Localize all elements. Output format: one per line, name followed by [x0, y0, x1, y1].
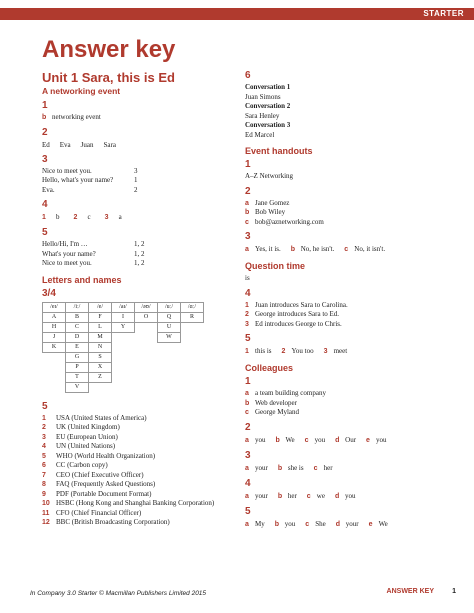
table-row — [43, 382, 204, 392]
list-item — [42, 433, 232, 443]
answer-letter: b — [277, 492, 283, 500]
item-number: 1 — [245, 301, 249, 309]
exercise-number: 5 — [42, 227, 48, 238]
answer-text: Jane Gomez — [255, 198, 290, 207]
answer-text: b — [56, 213, 60, 221]
answer-value: 1 — [134, 176, 138, 184]
list-item — [42, 414, 232, 424]
section-heading: Letters and names — [42, 274, 122, 285]
answer-letter: a — [245, 199, 249, 207]
table-cell: /əʊ/ — [135, 302, 158, 312]
answer-text: her — [287, 491, 297, 500]
answer-text: her — [323, 463, 333, 472]
table-cell-empty — [181, 372, 204, 382]
answer-letter: c — [245, 409, 249, 416]
item-number: 2 — [281, 348, 286, 355]
table-cell-empty — [135, 332, 158, 342]
answer-text: a — [118, 213, 122, 221]
answer-line — [245, 310, 460, 320]
answer-text: c — [87, 213, 91, 221]
answer-letter: a — [245, 492, 249, 500]
answer-letter: b — [275, 436, 280, 444]
answer-letter: c — [304, 436, 309, 444]
answer-item — [245, 519, 265, 530]
answer-text: a team building company — [255, 389, 326, 397]
item-number: 4 — [42, 443, 46, 450]
name-item: Eva — [59, 140, 71, 149]
item-number: 11 — [42, 509, 50, 517]
answer-text: CEO (Chief Executive Officer) — [56, 470, 144, 479]
answer-text: You too — [291, 347, 314, 355]
answer-text: UN (United Nations) — [56, 442, 116, 450]
conversation-label: Conversation 1 — [245, 83, 291, 91]
answer-item — [369, 519, 388, 530]
answer-text: this is — [255, 347, 272, 355]
table-cell: J — [43, 332, 66, 342]
table-cell-empty — [135, 342, 158, 352]
answer-letter: a — [245, 246, 249, 253]
answer-text: networking event — [52, 113, 101, 121]
name-item: Juan — [80, 140, 94, 149]
page-title: Answer key — [42, 36, 176, 63]
answer-letter: c — [305, 520, 310, 528]
table-cell: Y — [112, 322, 135, 332]
answer-text: Bob Wiley — [255, 208, 286, 216]
table-cell-empty — [112, 362, 135, 372]
table-row — [43, 312, 204, 322]
footer-copyright: In Company 3.0 Starter © Macmillan Publishers Limited 2015 — [30, 590, 207, 597]
table-cell: S — [89, 352, 112, 362]
answer-value: 1, 2 — [134, 240, 145, 248]
answer-text: you — [284, 519, 296, 528]
list-item — [42, 452, 232, 462]
exercise-number: 2 — [245, 421, 251, 433]
answer-line — [245, 408, 460, 418]
table-cell-empty — [135, 382, 158, 392]
table-cell: N — [89, 342, 112, 352]
answer-text: you — [344, 491, 356, 500]
table-cell-empty — [135, 372, 158, 382]
conversation-answer: Juan Simons — [245, 92, 281, 101]
table-cell-empty — [181, 352, 204, 362]
list-item — [42, 461, 232, 471]
table-row — [43, 332, 204, 342]
answer-text: Ed introduces George to Chris. — [255, 319, 342, 328]
header-label: STARTER — [423, 9, 464, 18]
section-heading: Event handouts — [245, 146, 313, 156]
answer-text: you — [376, 435, 387, 444]
table-cell: I — [112, 312, 135, 322]
list-item — [42, 423, 232, 433]
answer-letter: c — [306, 492, 311, 500]
answer-text: HSBC (Hong Kong and Shanghai Banking Corporation) — [56, 499, 215, 507]
item-number: 5 — [42, 452, 46, 460]
answer-letter: c — [344, 246, 349, 253]
table-cell: B — [66, 312, 89, 322]
answer-letter: b — [42, 114, 47, 121]
item-number: 2 — [245, 311, 249, 318]
answer-line — [245, 463, 460, 474]
table-cell-empty — [181, 342, 204, 352]
answer-text: We — [378, 519, 388, 528]
answer-text: No, it isn't. — [354, 245, 386, 253]
item-number: 10 — [42, 500, 50, 507]
section-heading: Question time — [245, 261, 306, 271]
table-cell-empty — [112, 382, 135, 392]
table-cell-empty — [158, 382, 181, 392]
table-cell-empty — [89, 382, 112, 392]
table-cell: X — [89, 362, 112, 372]
answer-item — [245, 491, 268, 502]
table-cell: /eɪ/ — [43, 302, 66, 312]
answer-row — [42, 167, 232, 177]
answer-text: We — [285, 435, 295, 444]
list-item — [42, 509, 232, 519]
exercise-number: 2 — [245, 185, 251, 197]
answer-line — [42, 212, 232, 223]
answer-value: 2 — [134, 185, 138, 194]
exercise-number: 3 — [42, 153, 48, 165]
answer-row — [42, 250, 232, 260]
exercise-number: 4 — [245, 287, 251, 299]
answer-letter: b — [245, 399, 250, 407]
table-cell: F — [89, 312, 112, 322]
table-cell-empty — [158, 372, 181, 382]
table-cell-empty — [43, 382, 66, 392]
answer-text: Nice to meet you. — [42, 259, 92, 267]
answer-item — [335, 435, 356, 446]
table-cell: /e/ — [89, 302, 112, 312]
exercise-number: 1 — [42, 100, 48, 111]
table-cell: O — [135, 312, 158, 322]
item-number: 8 — [42, 481, 46, 488]
answer-letter: b — [274, 520, 280, 528]
answer-text: your — [255, 463, 268, 472]
answer-text: Our — [345, 435, 357, 444]
answer-item — [336, 519, 359, 530]
answer-text: meet — [333, 347, 348, 355]
answer-line — [245, 346, 460, 357]
answer-row — [42, 240, 232, 250]
item-number: 6 — [42, 462, 46, 469]
answer-text: you — [314, 435, 326, 444]
answer-letter: a — [245, 436, 249, 444]
answer-letter: a — [245, 520, 249, 528]
page-number: 1 — [452, 588, 456, 595]
answer-letter: c — [313, 464, 318, 472]
answer-text: Eva. — [42, 185, 55, 194]
answer-line — [245, 399, 460, 409]
answer-row — [42, 186, 232, 196]
answer-item — [278, 463, 304, 474]
answer-item — [245, 435, 266, 446]
table-cell: C — [66, 322, 89, 332]
table-cell-empty — [158, 342, 181, 352]
table-cell-empty — [135, 362, 158, 372]
table-row — [43, 322, 204, 332]
answer-text: BBC (British Broadcasting Corporation) — [56, 518, 170, 526]
list-item — [42, 442, 232, 452]
answer-line — [245, 491, 460, 502]
table-cell-empty — [43, 352, 66, 362]
unit-title: Unit 1 Sara, this is Ed — [42, 70, 175, 85]
answer-item — [314, 463, 333, 474]
item-number: 3 — [323, 348, 328, 355]
item-number: 3 — [104, 214, 109, 221]
name-item: Ed — [42, 140, 50, 149]
answer-row — [42, 176, 232, 186]
answer-line — [245, 199, 460, 209]
table-cell: /aɪ/ — [112, 302, 135, 312]
answer-item — [305, 519, 326, 530]
answer-text: A–Z Networking — [245, 172, 294, 180]
table-row — [43, 342, 204, 352]
exercise-number: 5 — [245, 505, 251, 517]
answer-text: Juan introduces Sara to Carolina. — [255, 300, 348, 309]
answer-text: PDF (Portable Document Format) — [56, 489, 152, 498]
list-item — [42, 518, 232, 528]
table-cell: P — [66, 362, 89, 372]
table-cell-empty — [43, 362, 66, 372]
table-cell-empty — [181, 322, 204, 332]
answer-letter: d — [335, 436, 340, 444]
answer-letter: b — [277, 464, 283, 472]
table-cell: L — [89, 322, 112, 332]
table-cell: M — [89, 332, 112, 342]
answer-line — [245, 244, 460, 255]
answer-letter: b — [290, 246, 296, 253]
answer-text: she is — [287, 463, 304, 472]
answer-letter: d — [335, 520, 341, 528]
answer-letter: e — [368, 520, 373, 528]
answer-letter: d — [334, 492, 340, 500]
table-cell: Q — [158, 312, 181, 322]
table-row — [43, 372, 204, 382]
item-number: 2 — [42, 424, 46, 431]
exercise-number: 3 — [245, 231, 251, 242]
answer-letter: a — [245, 464, 249, 472]
item-number: 3 — [245, 320, 249, 328]
answer-letter: e — [366, 436, 370, 444]
answer-item — [307, 491, 325, 502]
exercise-number: 6 — [245, 70, 251, 81]
answer-line — [245, 208, 460, 218]
answer-line — [245, 301, 460, 311]
answer-item — [335, 491, 356, 502]
answer-text: you — [255, 435, 266, 444]
list-item — [42, 471, 232, 481]
table-cell-empty — [135, 322, 158, 332]
answer-text: bob@aznetworking.com — [255, 217, 324, 226]
exercise-number: 3 — [245, 449, 251, 461]
table-cell-empty — [158, 362, 181, 372]
exercise-number: 1 — [245, 159, 251, 170]
answer-letter: c — [245, 218, 249, 226]
answer-text: Hello, what's your name? — [42, 176, 114, 184]
answer-text: your — [345, 519, 359, 528]
answer-line — [245, 435, 460, 446]
answer-text: She — [315, 519, 326, 528]
item-number: 3 — [42, 433, 46, 441]
table-cell: W — [158, 332, 181, 342]
exercise-number: 4 — [42, 199, 48, 210]
table-cell-empty — [181, 382, 204, 392]
item-number: 1 — [42, 414, 46, 422]
exercise-number: 4 — [245, 477, 251, 489]
answer-item — [245, 463, 268, 474]
table-cell-empty — [112, 342, 135, 352]
answer-letter: b — [245, 209, 250, 216]
answer-text: What's your name? — [42, 249, 96, 258]
table-cell: T — [66, 372, 89, 382]
answer-text: George Myland — [255, 408, 299, 416]
left-column — [42, 70, 232, 528]
answer-item — [276, 435, 295, 446]
table-cell-empty — [181, 362, 204, 372]
answer-item — [275, 519, 296, 530]
answer-item — [366, 435, 387, 446]
table-cell: H — [43, 322, 66, 332]
table-cell-empty — [112, 372, 135, 382]
unit-subtitle: A networking event — [42, 86, 121, 96]
list-item — [42, 499, 232, 509]
table-cell: /ɑː/ — [181, 302, 204, 312]
item-number: 7 — [42, 471, 46, 479]
exercise-number: 1 — [245, 376, 251, 387]
answer-item — [305, 435, 326, 446]
footer-section-label: ANSWER KEY — [386, 588, 434, 595]
answer-line — [245, 519, 460, 530]
table-cell: Z — [89, 372, 112, 382]
answer-text: No, he isn't. — [300, 245, 335, 253]
table-cell: A — [43, 312, 66, 322]
abbreviation-list — [42, 414, 232, 528]
table-cell-empty — [112, 352, 135, 362]
answer-text: UK (United Kingdom) — [56, 423, 120, 431]
answer-text: WHO (World Health Organization) — [56, 451, 156, 460]
answer-line — [42, 113, 232, 123]
answer-text: Hello/Hi, I'm … — [42, 240, 88, 248]
table-row — [43, 362, 204, 372]
answer-text: EU (European Union) — [56, 432, 118, 441]
section-heading: Colleagues — [245, 363, 294, 373]
names-line — [42, 140, 232, 150]
conversation-label: Conversation 2 — [245, 102, 291, 110]
answer-value: 1, 2 — [134, 259, 145, 267]
answer-text: is — [245, 274, 250, 282]
table-cell: U — [158, 322, 181, 332]
header-bar — [0, 8, 474, 20]
answer-line — [245, 218, 460, 228]
table-cell-empty — [43, 372, 66, 382]
item-number: 2 — [73, 214, 78, 221]
exercise-number: 5 — [245, 333, 251, 344]
answer-text: Web developer — [255, 398, 297, 407]
table-cell: D — [66, 332, 89, 342]
answer-text: we — [316, 491, 325, 500]
answer-row — [42, 259, 232, 269]
answer-text: FAQ (Frequently Asked Questions) — [56, 480, 156, 488]
answer-text: your — [255, 491, 268, 500]
exercise-number: 5 — [42, 400, 48, 412]
answer-letter: a — [245, 390, 249, 397]
answer-text: CC (Carbon copy) — [56, 461, 108, 469]
item-number: 12 — [42, 519, 50, 526]
answer-text: CFO (Chief Financial Officer) — [56, 508, 142, 517]
conversation-label: Conversation 3 — [245, 121, 291, 129]
name-item: Sara — [103, 140, 116, 149]
table-cell-empty — [181, 332, 204, 342]
table-cell-empty — [112, 332, 135, 342]
answer-text: Nice to meet you. — [42, 166, 92, 175]
conversation-answer: Ed Marcel — [245, 130, 275, 139]
table-cell: E — [66, 342, 89, 352]
right-column — [245, 70, 460, 530]
table-cell: R — [181, 312, 204, 322]
item-number: 9 — [42, 490, 46, 498]
answer-text: George introduces Sara to Ed. — [255, 310, 340, 318]
table-header-row — [43, 302, 204, 312]
list-item — [42, 480, 232, 490]
table-cell-empty — [158, 352, 181, 362]
phonetics-table — [42, 302, 204, 393]
answer-value: 1, 2 — [134, 249, 145, 258]
table-cell-empty — [135, 352, 158, 362]
list-item — [42, 490, 232, 500]
exercise-number: 3/4 — [42, 287, 56, 299]
answer-text: My — [255, 519, 265, 528]
table-cell: V — [66, 382, 89, 392]
table-cell: K — [43, 342, 66, 352]
conversation-answer: Sara Henley — [245, 111, 280, 120]
answer-item — [278, 491, 297, 502]
exercise-number: 2 — [42, 126, 48, 138]
table-cell: /iː/ — [66, 302, 89, 312]
answer-value: 3 — [134, 166, 138, 175]
table-row — [43, 352, 204, 362]
answer-text: USA (United States of America) — [56, 413, 147, 422]
answer-line — [245, 389, 460, 399]
table-cell: /uː/ — [158, 302, 181, 312]
item-number: 1 — [245, 348, 249, 355]
answer-text: Yes, it is. — [255, 245, 281, 253]
answer-line — [245, 320, 460, 330]
item-number: 1 — [42, 214, 46, 221]
table-cell: G — [66, 352, 89, 362]
